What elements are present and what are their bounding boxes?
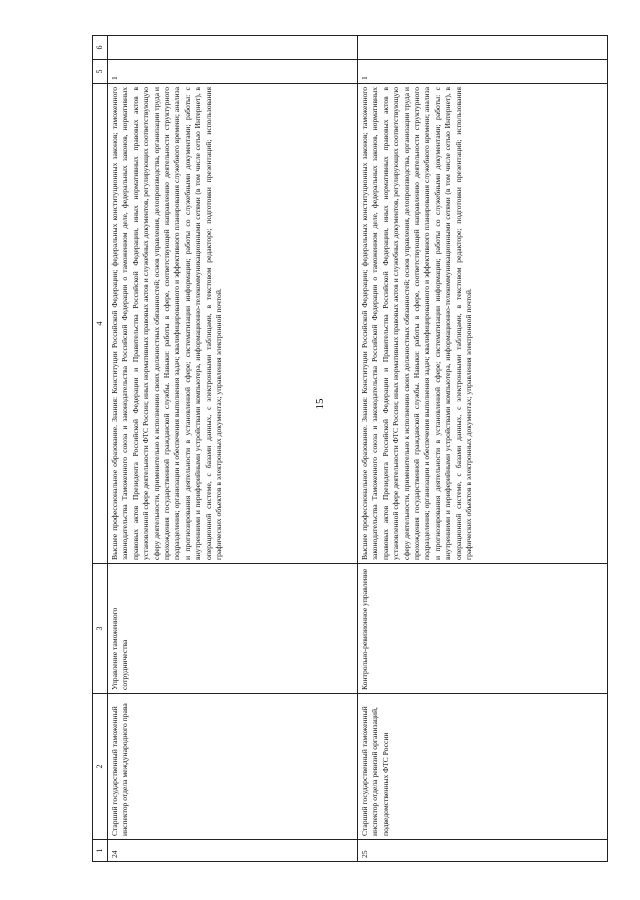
header-cell-6: 6 [93, 36, 108, 60]
column-6-value [108, 36, 358, 60]
header-cell-5: 5 [93, 60, 108, 84]
table-header-row [93, 36, 108, 862]
header-cell-3: 3 [93, 564, 108, 694]
positions-table [92, 35, 608, 862]
qualification-requirements: Высшее профессиональное образование. Знания: Конституции Российской Федерации; федеральных конституционных законов; таможенного законодательства Таможенного союза и законодательства Российской Федерации о таможенном деле, федеральных законов, нормативных правовых актов Президента Российской Федерации и Правительства Российской Федерации, иных нормативных правовых актов в установленной сфере деятельности ФТС России; иных нормативных правовых актов и служебных документов, регулирующих соответствующую сферу деятельности, применительно к исполнению своих должностных обязанностей; основ управления, делопроизводства, организации труда и прохождения государственной гражданской службы. Навыки: работы в сфере, соответствующей направлению деятельности структурного подразделения; организации и обеспечения выполнения задач; квалифицированного и эффективного планирования служебного времени; анализа и прогнозирования деятельности в установленной сфере; систематизации информации; работы со служебными документами; работы: с внутренними и периферийными устройствами компьютера, информационно-телекоммуникационными сетями (в том числе сетью Интернет), в операционной системе, с базами данных, с электронными таблицами, в текстовом редакторе; подготовки презентаций; использования графических объектов в электронных документах; управления электронной почтой. [108, 84, 358, 564]
header-cell-1: 1 [93, 840, 108, 862]
table-row [358, 36, 608, 862]
department-name: Контрольно-ревизионное управление [358, 564, 608, 694]
row-number: 24 [108, 840, 358, 862]
column-6-value [358, 36, 608, 60]
table-row [108, 36, 358, 862]
position-title: Старший государственный таможенный инспектор отдела ревизий организаций, подведомственных ФТС России [358, 694, 608, 840]
department-name: Управление таможенного сотрудничества [108, 564, 358, 694]
header-cell-4: 4 [93, 84, 108, 564]
column-5-value: 1 [358, 60, 608, 84]
position-title: Старший государственный таможенный инспектор отдела международного права [108, 694, 358, 840]
qualification-requirements: Высшее профессиональное образование. Знания: Конституции Российской Федерации; федеральных конституционных законов; таможенного законодательства Таможенного союза и законодательства Российской Федерации о таможенном деле, федеральных законов, нормативных правовых актов Президента Российской Федерации и Правительства Российской Федерации, иных нормативных правовых актов в установленной сфере деятельности ФТС России; иных нормативных правовых актов и служебных документов, регулирующих соответствующую сферу деятельности, применительно к исполнению своих должностных обязанностей; основ управления, делопроизводства, организации труда и прохождения государственной гражданской службы. Навыки: работы в сфере, соответствующей направлению деятельности структурного подразделения; организации и обеспечения выполнения задач; квалифицированного и эффективного планирования служебного времени; анализа и прогнозирования деятельности в установленной сфере; систематизации информации; работы со служебными документами; работы: с внутренними и периферийными устройствами компьютера, информационно-телекоммуникационными сетями (в том числе сетью Интернет), в операционной системе, с базами данных, с электронными таблицами, в текстовом редакторе; подготовки презентаций; использования графических объектов в электронных документах; управления электронной почтой. [358, 84, 608, 564]
row-number: 25 [358, 840, 608, 862]
page-number: 15 [314, 398, 326, 410]
positions-table-wrapper [92, 36, 608, 862]
header-cell-2: 2 [93, 694, 108, 840]
column-5-value: 1 [108, 60, 358, 84]
